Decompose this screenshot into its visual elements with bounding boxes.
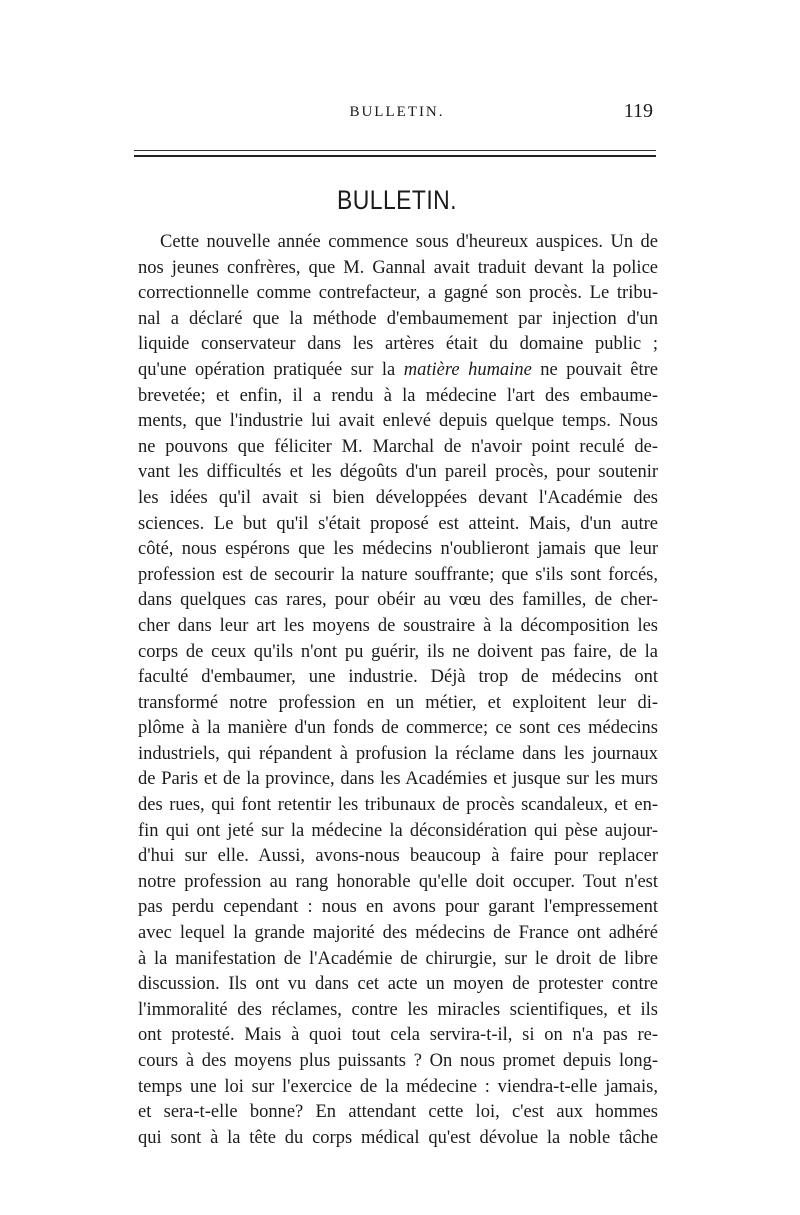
text-line: corps de ceux qu'ils n'ont pu guérir, ils ne doivent pas faire, de la <box>138 641 658 662</box>
text-line: industriels, qui répandent à profusion la réclame dans les journaux <box>138 743 658 764</box>
text-line: ne pouvons que féliciter M. Marchal de n'avoir point reculé de- <box>138 436 658 457</box>
text-line: sciences. Le but qu'il s'était proposé est atteint. Mais, d'un autre <box>138 513 658 534</box>
text-line: à la manifestation de l'Académie de chirurgie, sur le droit de libre <box>138 948 658 969</box>
italic-run: matière humaine <box>403 359 532 380</box>
text-line: l'immoralité des réclames, contre les miracles scientifiques, et ils <box>138 999 658 1020</box>
text-line: des rues, qui font retentir les tribunaux de procès scandaleux, et en- <box>138 795 658 816</box>
text-line: discussion. Ils ont vu dans cet acte un moyen de protester contre <box>138 974 658 995</box>
text-line: qui sont à la tête du corps médical qu'est dévolue la noble tâche <box>138 1127 658 1148</box>
running-title: BULLETIN. <box>349 104 445 120</box>
text-line: vant les difficultés et les dégoûts d'un pareil procès, pour soutenir <box>138 462 658 483</box>
text-line: pas perdu cependant : nous en avons pour garant l'empressement <box>138 897 658 918</box>
text-run: ne pouvait être <box>531 359 658 380</box>
text-line: fin qui ont jeté sur la médecine la déconsidération qui pèse aujour- <box>138 820 658 841</box>
text-line: dans quelques cas rares, pour obéir au vœu des familles, de cher- <box>138 590 658 611</box>
text-run: qu'une opération pratiquée sur la <box>138 359 404 380</box>
text-line: correctionnelle comme contrefacteur, a gagné son procès. Le tribu- <box>138 283 658 304</box>
text-line <box>138 358 658 384</box>
text-line: avec lequel la grande majorité des médecins de France ont adhéré <box>138 923 658 944</box>
text-line: Cette nouvelle année commence sous d'heureux auspices. Un de <box>160 232 658 252</box>
text-line: nal a déclaré que la méthode d'embaumement par injection d'un <box>138 308 658 329</box>
text-line: d'hui sur elle. Aussi, avons-nous beaucoup à faire pour replacer <box>138 846 658 867</box>
running-head <box>137 100 657 130</box>
text-line: faculté d'embaumer, une industrie. Déjà trop de médecins ont <box>138 667 658 688</box>
section-title: BULLETIN. <box>337 185 457 215</box>
header-rule-thick <box>134 155 656 157</box>
text-line: cours à des moyens plus puissants ? On nous promet depuis long- <box>138 1051 658 1071</box>
page-number: 119 <box>623 100 653 122</box>
text-line: plôme à la manière d'un fonds de commerce; ce sont ces médecins <box>138 718 658 739</box>
text-line: cher dans leur art les moyens de soustraire à la décomposition les <box>138 615 658 636</box>
text-line: profession est de secourir la nature souffrante; que s'ils sont forcés, <box>138 564 658 585</box>
text-line: les idées qu'il avait si bien développées devant l'Académie des <box>138 487 658 508</box>
text-line: notre profession au rang honorable qu'elle doit occuper. Tout n'est <box>138 871 658 892</box>
text-line: transformé notre profession en un métier, et exploitent leur di- <box>138 692 658 713</box>
text-line: liquide conservateur dans les artères était du domaine public ; <box>138 334 658 355</box>
text-line: nos jeunes confrères, que M. Gannal avait traduit devant la police <box>138 257 658 278</box>
text-line: ont protesté. Mais à quoi tout cela servira-t-il, si on n'a pas re- <box>138 1025 658 1046</box>
text-line: et sera-t-elle bonne? En attendant cette loi, c'est aux hommes <box>138 1102 658 1123</box>
text-line: brevetée; et enfin, il a rendu à la médecine l'art des embaume- <box>138 385 658 406</box>
text-line: de Paris et de la province, dans les Académies et jusque sur les murs <box>138 769 658 790</box>
body-paragraph <box>138 230 658 1151</box>
text-line: ments, que l'industrie lui avait enlevé depuis quelque temps. Nous <box>138 411 658 432</box>
text-line: temps une loi sur l'exercice de la médecine : viendra-t-elle jamais, <box>138 1076 658 1097</box>
text-line: côté, nous espérons que les médecins n'oublieront jamais que leur <box>138 539 658 560</box>
header-rule-thin <box>134 150 656 151</box>
